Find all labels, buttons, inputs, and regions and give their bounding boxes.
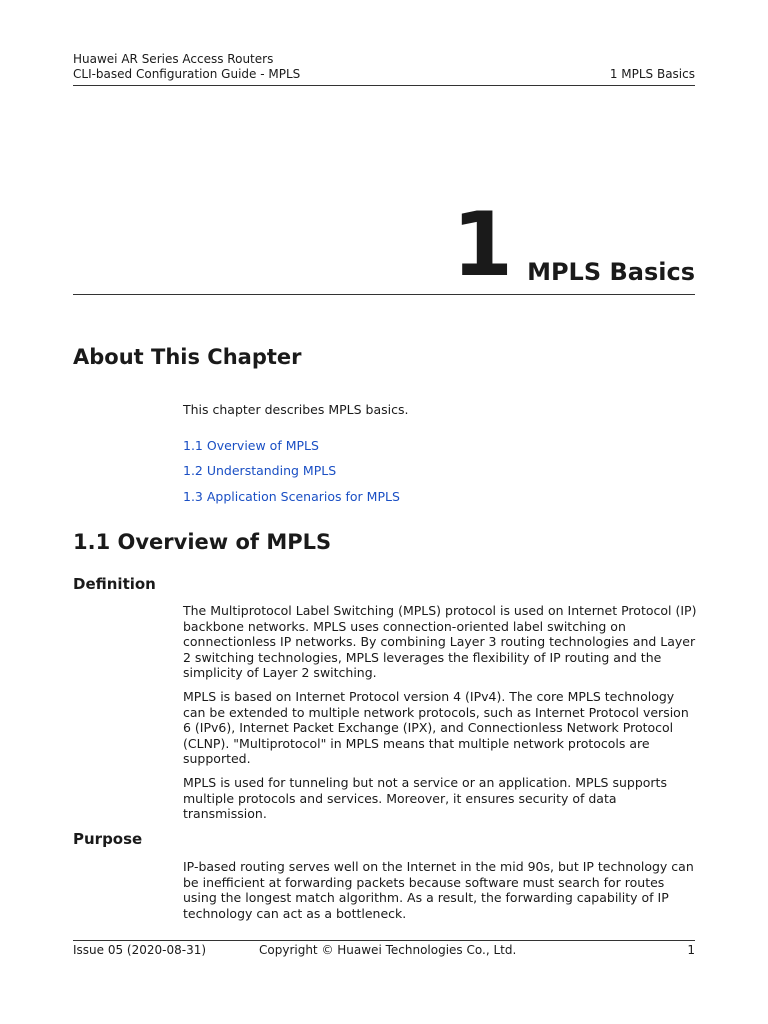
purpose-heading: Purpose xyxy=(73,830,143,848)
chapter-number: 1 xyxy=(451,193,514,296)
chapter-divider xyxy=(73,294,695,295)
header-product: Huawei AR Series Access Routers xyxy=(73,52,274,66)
purpose-paragraph: IP-based routing serves well on the Internet in the mid 90s, but IP technology can be inefficient at forwarding packets because software must search for routes using the longest match algorithm. As a result, the forwarding capability of IP technology can act as a bottleneck. xyxy=(183,859,694,921)
about-heading: About This Chapter xyxy=(73,345,302,369)
toc-link-overview[interactable]: 1.1 Overview of MPLS xyxy=(183,438,319,453)
footer-issue: Issue 05 (2020-08-31) xyxy=(73,943,207,957)
page-footer xyxy=(73,943,695,958)
about-intro: This chapter describes MPLS basics. xyxy=(183,402,409,417)
definition-heading: Definition xyxy=(73,575,156,593)
header-guide-title: CLI-based Configuration Guide - MPLS xyxy=(73,67,301,81)
definition-body xyxy=(183,603,698,822)
footer-copyright: Copyright © Huawei Technologies Co., Ltd. xyxy=(259,943,517,957)
toc-link-understanding[interactable]: 1.2 Understanding MPLS xyxy=(183,463,337,478)
footer-divider xyxy=(73,940,695,941)
chapter-title: MPLS Basics xyxy=(527,258,695,286)
purpose-body xyxy=(183,859,698,921)
header-chapter-ref: 1 MPLS Basics xyxy=(609,67,695,81)
definition-paragraph: MPLS is used for tunneling but not a service or an application. MPLS supports multiple protocols and services. Moreover, it ensures security of data transmission. xyxy=(183,774,667,822)
definition-paragraph: The Multiprotocol Label Switching (MPLS) protocol is used on Internet Protocol (IP) backbone networks. MPLS uses connection-oriented label switching on connectionless IP networks. By combining Layer 3 routing technologies and Layer 2 switching technologies, MPLS leverages the flexibility of IP routing and the simplicity of Layer 2 switching. xyxy=(183,603,697,681)
chapter-heading xyxy=(451,193,695,296)
footer-page-number: 1 xyxy=(687,943,695,957)
header-divider xyxy=(73,85,695,86)
toc-link-application-scenarios[interactable]: 1.3 Application Scenarios for MPLS xyxy=(183,489,400,504)
section-heading: 1.1 Overview of MPLS xyxy=(73,530,332,554)
page-header xyxy=(73,52,695,82)
definition-paragraph: MPLS is based on Internet Protocol version 4 (IPv4). The core MPLS technology can be extended to multiple network protocols, such as Internet Protocol version 6 (IPv6), Internet Packet Exchange (IPX), and Connectionless Network Protocol (CLNP). "Multiprotocol" in MPLS means that multiple network protocols are supported. xyxy=(183,688,689,767)
